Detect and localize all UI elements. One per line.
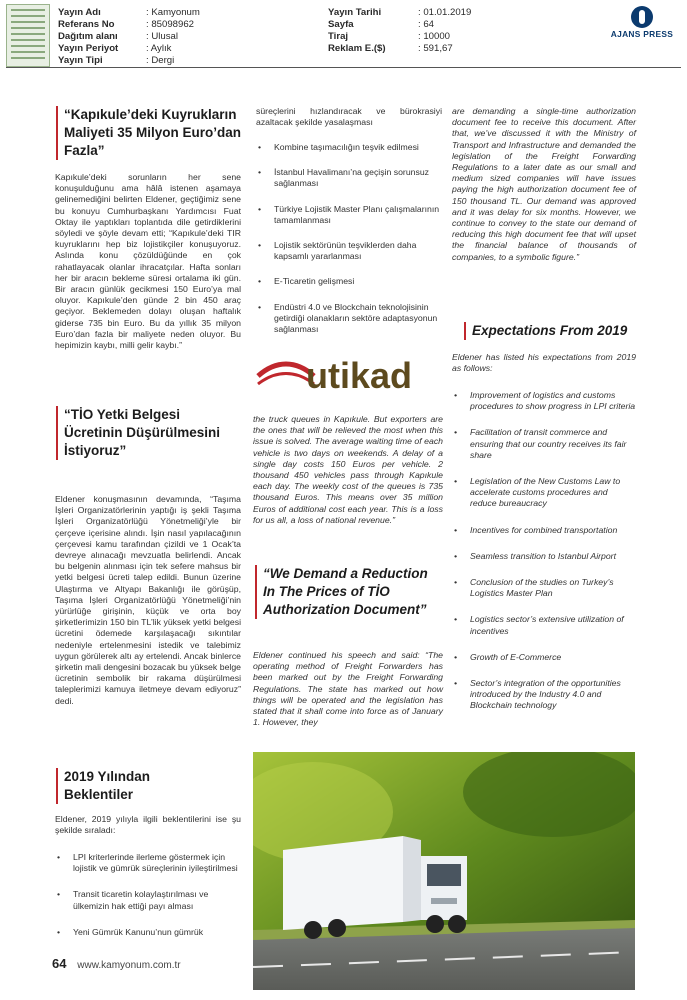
header-divider — [6, 67, 681, 68]
list-item: • Legislation of the New Customs Law to accelerate customs procedures and reduce bureaucracy — [452, 476, 636, 510]
list-item: • E-Ticaretin gelişmesi — [256, 276, 442, 287]
list-item: • Conclusion of the studies on Turkey’s Logistics Master Plan — [452, 577, 636, 599]
truck-photo — [253, 752, 635, 990]
heading-kapikule: “Kapıkule’deki Kuyrukların Maliyeti 35 Milyon Euro’dan Fazla” — [56, 106, 244, 160]
list-item: • Kombine taşımacılığın teşvik edilmesi — [256, 142, 442, 153]
list-item: • Growth of E-Commerce — [452, 652, 636, 663]
paragraph-kapikule: Kapıkule’deki sorunların her sene konuşulduğunu ama hâlâ istenen aşamaya gelinemediğini belirten Eldener, geçtiğimiz sene bu konuyu Cumhurbaşkanı Yardımcısı Fuat Oktay ile yaptıkları toplantıda dile getirdiklerini söyledi ve şöyle devam etti; “Kapıkule’deki TIR kuyruklarını hep biz lojistikçiler konuşuyoruz. Aslında konu çözüldüğünde en çok rahatlayacak olanlar ihracatçılar. Hafta sonları her bir aracın bekleme süresi ortalama iki gün. Bir aracın günlük gecikmesi 150 Euro’ya mal oluyor. Kapıkule’den günde 2 bin 450 araç geçiyor. Beklemeden dolayı oluşan haftalık giderse 735 bin Euro. Bu da yıllık 35 milyon Euro’dan fazla bir maliyete neden oluyor. Bu hepimizin kaybı, milli gelir kaybı.” — [55, 172, 241, 351]
list-item: • Lojistik sektörünün teşviklerden daha kapsamlı yararlanması — [256, 240, 442, 262]
list-item: • Endüstri 4.0 ve Blockchain teknolojisinin getirdiği olanakların sektöre adaptasyonun sağlanması — [256, 302, 442, 336]
list-item: • İstanbul Havalimanı’na geçişin sorunsuz sağlanması — [256, 167, 442, 189]
heading-expectations-en: Expectations From 2019 — [464, 322, 642, 340]
page-footer — [52, 956, 181, 971]
heading-tio: “TİO Yetki Belgesi Ücretinin Düşürülmesini İstiyoruz” — [56, 406, 224, 460]
list-item: • Incentives for combined transportation — [452, 525, 636, 536]
expectations-list-tr-1 — [55, 852, 241, 938]
list-item: • Yeni Gümrük Kanunu’nun gümrük — [55, 927, 241, 938]
list-item: • Improvement of logistics and customs procedures to show progress in LPI criteria — [452, 390, 636, 412]
list-item: • Sector’s integration of the opportunities introduced by the Industry 4.0 and Blockchain technology — [452, 678, 636, 712]
heading-expectations-tr: 2019 Yılından Beklentiler — [56, 768, 214, 804]
expectations-list-tr-2 — [256, 142, 442, 335]
paragraph-en-tio-cont: are demanding a single-time authorization document fee to receive this document. After that, we’ve discussed it with the Ministry of Transport and Infrastructure and demanded the legislation of the Freight Forwarding Regulations to a later date as our small and medium sized companies will have issues paying the high authorization document fee of 150 thousand TL. Our demand was approved and it was delay for six months. However, we continue to convey to the state our demand of reducing this high document fee that will upset the financial balance of thousands of companies, to a symbolic figure.” — [452, 106, 636, 262]
utikad-logo — [256, 350, 436, 394]
paragraph-en-tio: Eldener continued his speech and said: “The operating method of Freight Forwarders has been marked out by the Freight Forwarding Regulations. The state has marked out how things will be operated and the legislation has stated that it shall come into force as of January 1. However, they — [253, 650, 443, 728]
list-item: • Facilitation of transit commerce and ensuring that our country receives its fair share — [452, 427, 636, 461]
list-item: • Türkiye Lojistik Master Planı çalışmalarının tamamlanması — [256, 204, 442, 226]
paragraph-expectations-intro-en: Eldener has listed his expectations from 2019 as follows: — [452, 352, 636, 374]
press-header: Yayın Adı : Kamyonum Referans No : 85098962 Dağıtım alanı : Ulusal Yayın Periyot : Aylık Yayın Tipi : Dergi Yayın Tarihi : 01.01.2019 Sayfa : 64 Tiraj : 10000 Reklam E.($) : 591,67 AJANS PRESS — [0, 0, 687, 70]
paragraph-expectations-intro-tr: Eldener, 2019 yılıyla ilgili beklentilerini ise şu şekilde sıraladı: — [55, 814, 241, 836]
ajans-press-logo-icon — [631, 6, 653, 28]
list-item: • Logistics sector’s extensive utilization of incentives — [452, 614, 636, 636]
footer-site: www.kamyonum.com.tr — [77, 960, 181, 971]
utikad-logo-text: utikad — [306, 355, 413, 394]
page-number: 64 — [52, 956, 67, 971]
list-item: • LPI kriterlerinde ilerleme göstermek için lojistik ve gümrük süreçlerinin iyileştirilmesi — [55, 852, 241, 874]
list-item: • Transit ticaretin kolaylaştırılması ve ülkemizin hak ettiği payı alması — [55, 889, 241, 911]
page-thumbnail — [6, 4, 50, 67]
ajans-press-logo: AJANS PRESS — [604, 6, 680, 39]
paragraph-en-kapikule: the truck queues in Kapıkule. But exporters are the ones that will be relieved the most when this issue is solved. The average waiting time of each vehicle is two days on weekends. A delay of a single day costs 150 Euros per vehicle. 2 thousand 450 vehicles pass through Kapıkule each day. The weekly cost of the queues is 735 thousand Euros. This means over 35 million Euros of additional cost each year. This is a loss for us all, a loss of national revenue.” — [253, 414, 443, 525]
paragraph-tio: Eldener konuşmasının devamında, “Taşıma İşleri Organizatörlerinin yaptığı iş şekli Taşıma İşleri Organizatörlüğü Yönetmeliği’yle bir çerçeve içerisine alındı. İşin nasıl yapılacağının çerçevesi kamu tarafından çizildi ve 1 Ocak’ta devreye alınacağı mevzuatla belirlendi. Ancak bu belgenin alınması için tek sefere mahsus bir yetki belgesi ücreti talep edildi. Bunun üzerine Ulaştırma ve Altyapı Bakanlığı ile görüşüp, Taşıma İşleri Organizatörlüğü Yönetmeliği’nin yürürlüğe girişinin, küçük ve orta boy şirketlerimizin 150 bin TL’lik yüksek yetki belgesi ücretini ödemede karşılaşacağı sıkıntılar nedeniyle ertelenmesini istedik ve talebimiz uygun görülerek altı ay ertelendi. Ancak binlerce şirketin mali dengesini bozacak bu yüksek belge ücretinin sembolik bir rakama düşürülmesi taleplerimizi kamuya iletmeye devam ediyoruz” dedi. — [55, 494, 241, 706]
list-item: • Seamless transition to Istanbul Airport — [452, 551, 636, 562]
expectations-list-en — [452, 390, 636, 712]
heading-we-demand: “We Demand a Reduction In The Prices of TİO Authorization Document” — [255, 565, 443, 619]
paragraph-col2-top: süreçlerini hızlandıracak ve bürokrasiyi azaltacak şekilde yasalaşması — [256, 106, 442, 128]
